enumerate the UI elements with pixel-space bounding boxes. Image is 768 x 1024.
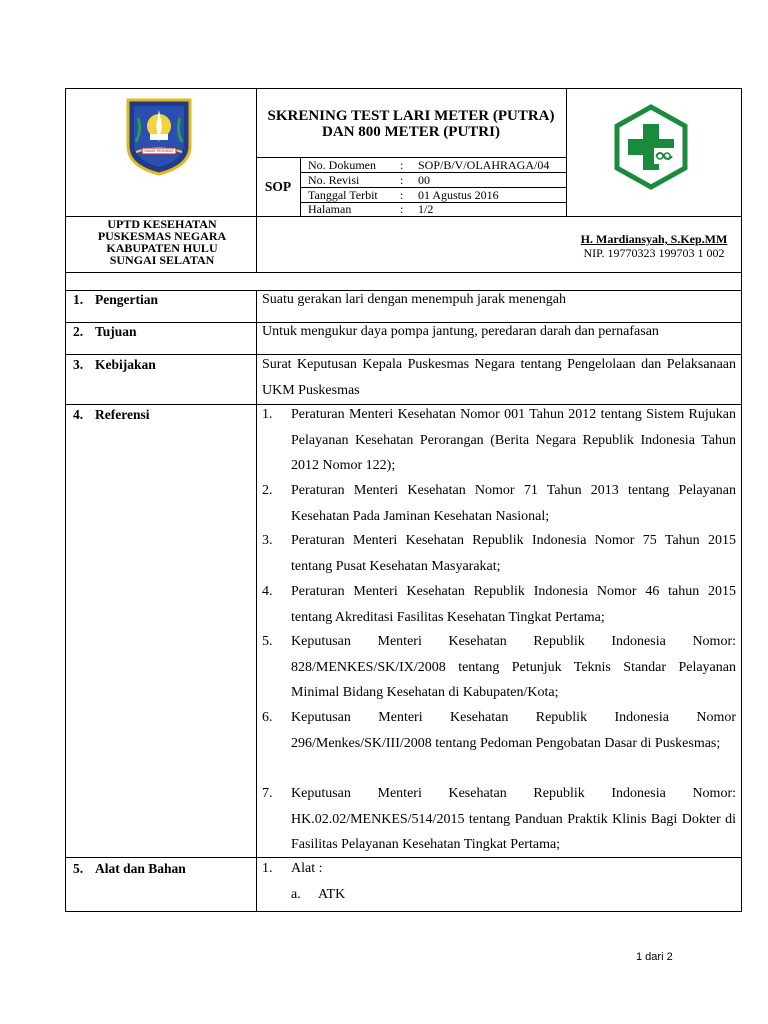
section-text: Surat Keputusan Kepala Puskesmas Negara tentang Pengelolaan dan Pelaksanaan UKM Puskesmas	[262, 357, 736, 398]
section-title: Pengertian	[95, 292, 158, 307]
section-title: Alat dan Bahan	[95, 861, 186, 876]
section-number: 2.	[73, 324, 84, 339]
list-number: 7.	[262, 786, 273, 801]
list-text: Peraturan Menteri Kesehatan Nomor 71 Tahun 2013 tentang Pelayanan Kesehatan Pada Jaminan Kesehatan Nasional;	[291, 483, 736, 524]
list-number: 3.	[262, 533, 273, 548]
meta-value: 1/2	[418, 202, 434, 216]
sub-list-letter: a.	[291, 887, 301, 902]
page-number: 1 dari 2	[636, 951, 673, 963]
list-text: Peraturan Menteri Kesehatan Republik Indonesia Nomor 75 Tahun 2015 tentang Pusat Kesehatan Masyarakat;	[291, 533, 736, 574]
section-number: 1.	[73, 292, 84, 307]
list-text: Keputusan Menteri Kesehatan Republik Indonesia Nomor 296/Menkes/SK/III/2008 tentang Pedoman Pengobatan Dasar di Puskesmas;	[291, 710, 736, 751]
meta-value: SOP/B/V/OLAHRAGA/04	[418, 158, 550, 172]
meta-label: No. Dokumen	[308, 158, 376, 172]
list-number: 1.	[262, 861, 273, 876]
meta-sep: :	[400, 158, 404, 172]
meta-value: 01 Agustus 2016	[418, 188, 499, 202]
section-title: Kebijakan	[95, 357, 156, 372]
list-text: Peraturan Menteri Kesehatan Republik Indonesia Nomor 46 tahun 2015 tentang Akreditasi Fasilitas Kesehatan Tingkat Pertama;	[291, 584, 736, 625]
meta-sep: :	[400, 202, 404, 216]
section-number: 4.	[73, 407, 84, 422]
list-text: Peraturan Menteri Kesehatan Nomor 001 Tahun 2012 tentang Sistem Rujukan Pelayanan Kesehatan Perorangan (Berita Negara Republik Indonesia Tahun 2012 Nomor 122);	[291, 407, 736, 473]
section-title: Referensi	[95, 407, 150, 422]
organization-name: UPTD KESEHATAN PUSKESMAS NEGARA KABUPATEN HULU SUNGAI SELATAN	[97, 217, 227, 267]
list-text: Alat :	[291, 861, 323, 876]
meta-value: 00	[418, 173, 430, 187]
regency-emblem-logo	[124, 96, 194, 176]
document-title: SKRENING TEST LARI METER (PUTRA) DAN 800 METER (PUTRI)	[267, 108, 555, 140]
meta-sep: :	[400, 188, 404, 202]
section-text: Suatu gerakan lari dengan menempuh jarak menengah	[262, 292, 566, 307]
section-title: Tujuan	[95, 324, 137, 339]
list-number: 1.	[262, 407, 273, 422]
list-number: 6.	[262, 710, 273, 725]
meta-label: Halaman	[308, 202, 352, 216]
list-number: 5.	[262, 634, 273, 649]
list-number: 2.	[262, 483, 273, 498]
list-number: 4.	[262, 584, 273, 599]
section-text: Untuk mengukur daya pompa jantung, peredaran darah dan pernafasan	[262, 324, 659, 339]
meta-sep: :	[400, 173, 404, 187]
list-text: Keputusan Menteri Kesehatan Republik Indonesia Nomor: 828/MENKES/SK/IX/2008 tentang Petunjuk Teknis Standar Pelayanan Minimal Bidang Kesehatan di Kabupaten/Kota;	[291, 634, 736, 700]
meta-label: Tanggal Terbit	[308, 188, 378, 202]
puskesmas-logo	[612, 104, 690, 190]
signer-name: H. Mardiansyah, S.Kep.MM	[580, 232, 728, 246]
section-number: 5.	[73, 861, 84, 876]
section-number: 3.	[73, 357, 84, 372]
sop-label: SOP	[264, 179, 292, 194]
list-text: Keputusan Menteri Kesehatan Republik Indonesia Nomor: HK.02.02/MENKES/514/2015 tentang Panduan Praktik Klinis Bagi Dokter di Fasilitas Pelayanan Kesehatan Tingkat Pertama;	[291, 786, 736, 852]
meta-label: No. Revisi	[308, 173, 360, 187]
signer-nip: NIP. 19770323 199703 1 002	[583, 246, 725, 260]
emblem-motto: RAKAT MUFAKAT	[144, 149, 174, 153]
sub-list-text: ATK	[318, 887, 346, 902]
